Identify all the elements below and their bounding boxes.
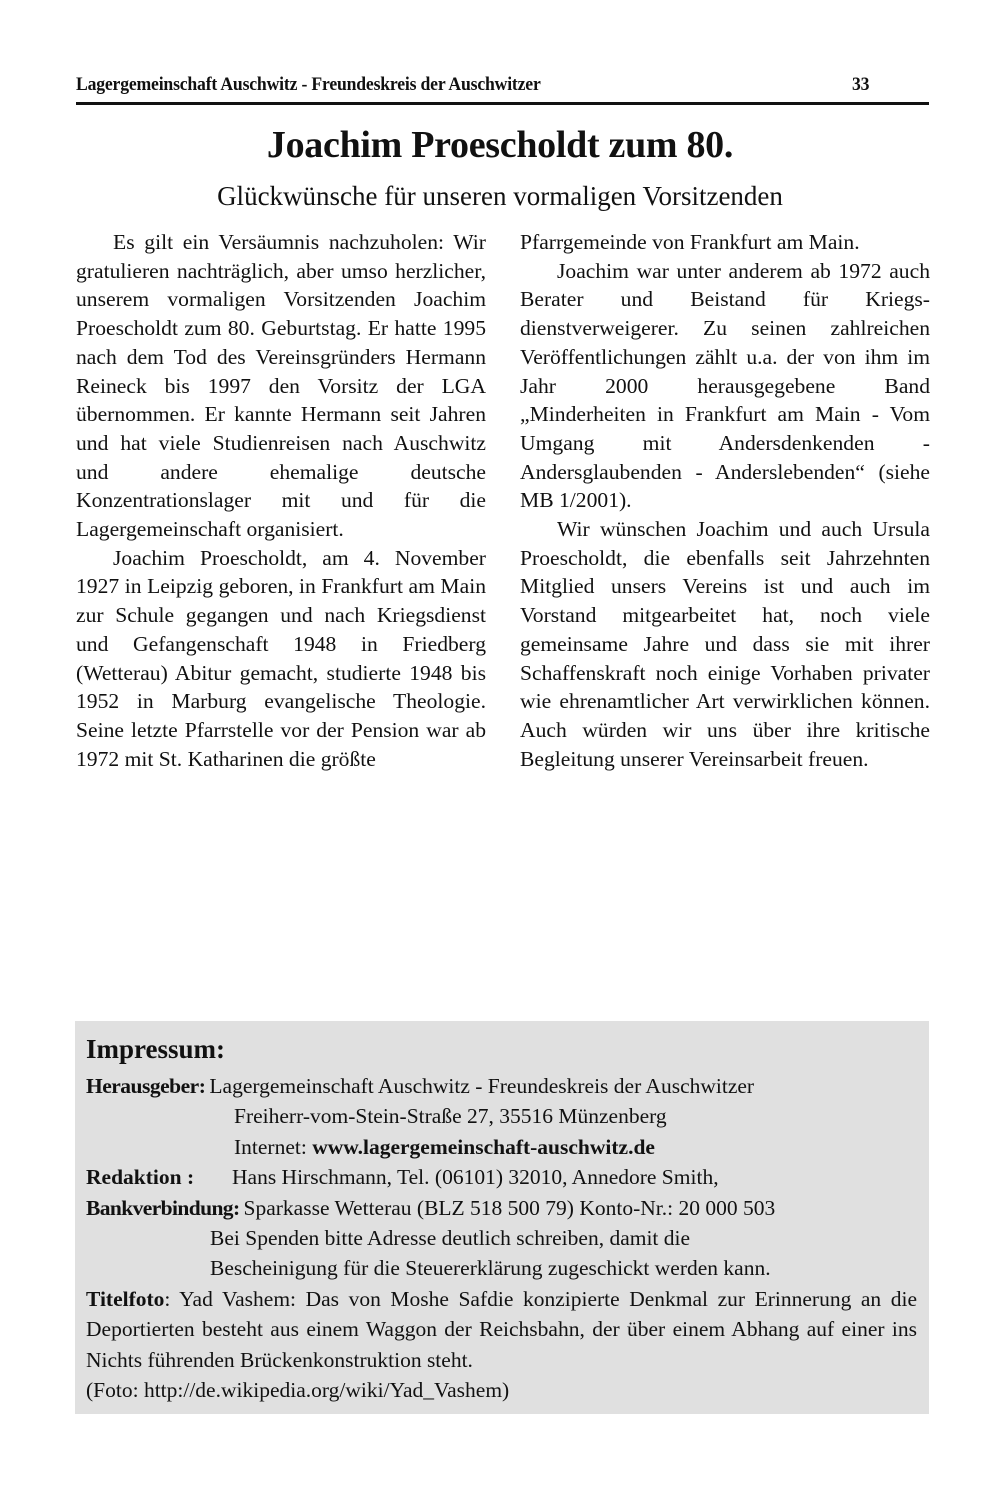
redaktion-value: Hans Hirschmann, Tel. (06101) 32010, Annedore Smith, — [232, 1165, 719, 1190]
running-header — [76, 74, 929, 96]
address: Freiherr-vom-Stein-Straße 27, 35516 Münzenberg — [234, 1104, 667, 1129]
page-number: 33 — [851, 74, 870, 95]
paragraph: Joachim Proescholdt, am 4. November 1927 in Leipzig geboren, in Frankfurt am Main zur Schule gegangen und nach Kriegsdienst und Gefangenschaft 1948 in Friedberg (Wetterau) Abitur gemacht, studierte 1948 bis 1952 in Marburg evangelische Theologie. Seine letzte Pfarrstelle vor der Pension war ab 1972 mit St. Katharinen die größte — [76, 545, 486, 771]
spenden-note-line-2: Bescheinigung für die Steuererklärung zugeschickt werden kann. — [210, 1256, 771, 1281]
paragraph: Es gilt ein Versäumnis nachzuholen: Wir gratulieren nachträglich, aber umso herzlicher, unserem vormaligen Vorsitzenden Joachim Proescholdt zum 80. Geburtstag. Er hatte 1995 nach dem Tod des Vereinsgründers Hermann Reineck bis 1997 den Vorsitz der LGA übernommen. Er kannte Hermann seit Jahren und hat viele Studienreisen nach Auschwitz und andere ehemalige deutsche Konzentrationslager mit und für die Lagergemeinschaft organisiert. — [76, 230, 486, 542]
article-subtitle: Glückwünsche für unseren vormaligen Vorsitzenden — [217, 181, 783, 211]
bank-value: Sparkasse Wetterau (BLZ 518 500 79) Konto-Nr.: 20 000 503 — [243, 1195, 776, 1220]
bank-label: Bankverbindung: — [86, 1195, 240, 1220]
paragraph: Pfarrgemeinde von Frankfurt am Main. — [520, 230, 860, 254]
foto-credit: (Foto: http://de.wikipedia.org/wiki/Yad_Vashem) — [86, 1378, 510, 1403]
internet-row — [86, 1132, 917, 1162]
header-rule — [76, 102, 929, 105]
article-column-right — [520, 228, 930, 773]
herausgeber-label: Herausgeber: — [86, 1074, 206, 1098]
article-column-left — [76, 228, 486, 773]
paragraph: Wir wünschen Joachim und auch Ursula Proescholdt, die ebenfalls seit Jahrzehnten Mitglied unsers Vereins ist und auch im Vorstand mitgearbeitet hat, noch viele gemeinsame Jahre und dass sie mit ihrer Schaffenskraft noch einige Vorhaben privater wie ehrenamtlicher Art verwirklichen können. Auch würden wir uns über ihre kritische Begleitung unserer Vereinsarbeit freuen. — [520, 517, 930, 771]
internet-label: Internet: — [234, 1134, 313, 1159]
titelfoto-caption — [86, 1284, 917, 1375]
impressum-title: Impressum: — [86, 1034, 226, 1064]
article-title: Joachim Proescholdt zum 80. — [266, 124, 734, 166]
paragraph: Joachim war unter anderem ab 1972 auch Berater und Beistand für Kriegsdienstverweigerer. Zu seinen zahlreichen Veröffentlichungen zählt u.a. der von ihm im Jahr 2000 herausgegebene Band „Minderheiten in Frankfurt am Main - Vom Umgang mit Andersdenkenden - Andersglaubenden - Anderslebenden“ (siehe MB 1/2001). — [520, 258, 930, 513]
bank-row — [86, 1193, 917, 1223]
herausgeber-row — [86, 1071, 917, 1101]
website-link[interactable]: www.lagergemeinschaft-auschwitz.de — [312, 1134, 655, 1159]
redaktion-label: Redaktion : — [86, 1165, 195, 1190]
herausgeber-name: Lagergemeinschaft Auschwitz - Freundeskreis der Auschwitzer — [209, 1074, 755, 1098]
spenden-note-line-1: Bei Spenden bitte Adresse deutlich schreiben, damit die — [210, 1226, 691, 1251]
titelfoto-text: : Yad Vashem: Das von Moshe Safdie konzipierte Denkmal zur Erinnerung an die Deportierten besteht aus einem Waggon der Reichsbahn, der über einem Abhang auf einer ins Nichts führenden Brückenkonstruktion steht. — [86, 1286, 917, 1372]
redaktion-row — [86, 1162, 917, 1192]
running-title: Lagergemeinschaft Auschwitz - Freundeskreis der Auschwitzer — [76, 74, 541, 95]
impressum-box — [75, 1021, 929, 1414]
titelfoto-label: Titelfoto — [86, 1286, 165, 1311]
